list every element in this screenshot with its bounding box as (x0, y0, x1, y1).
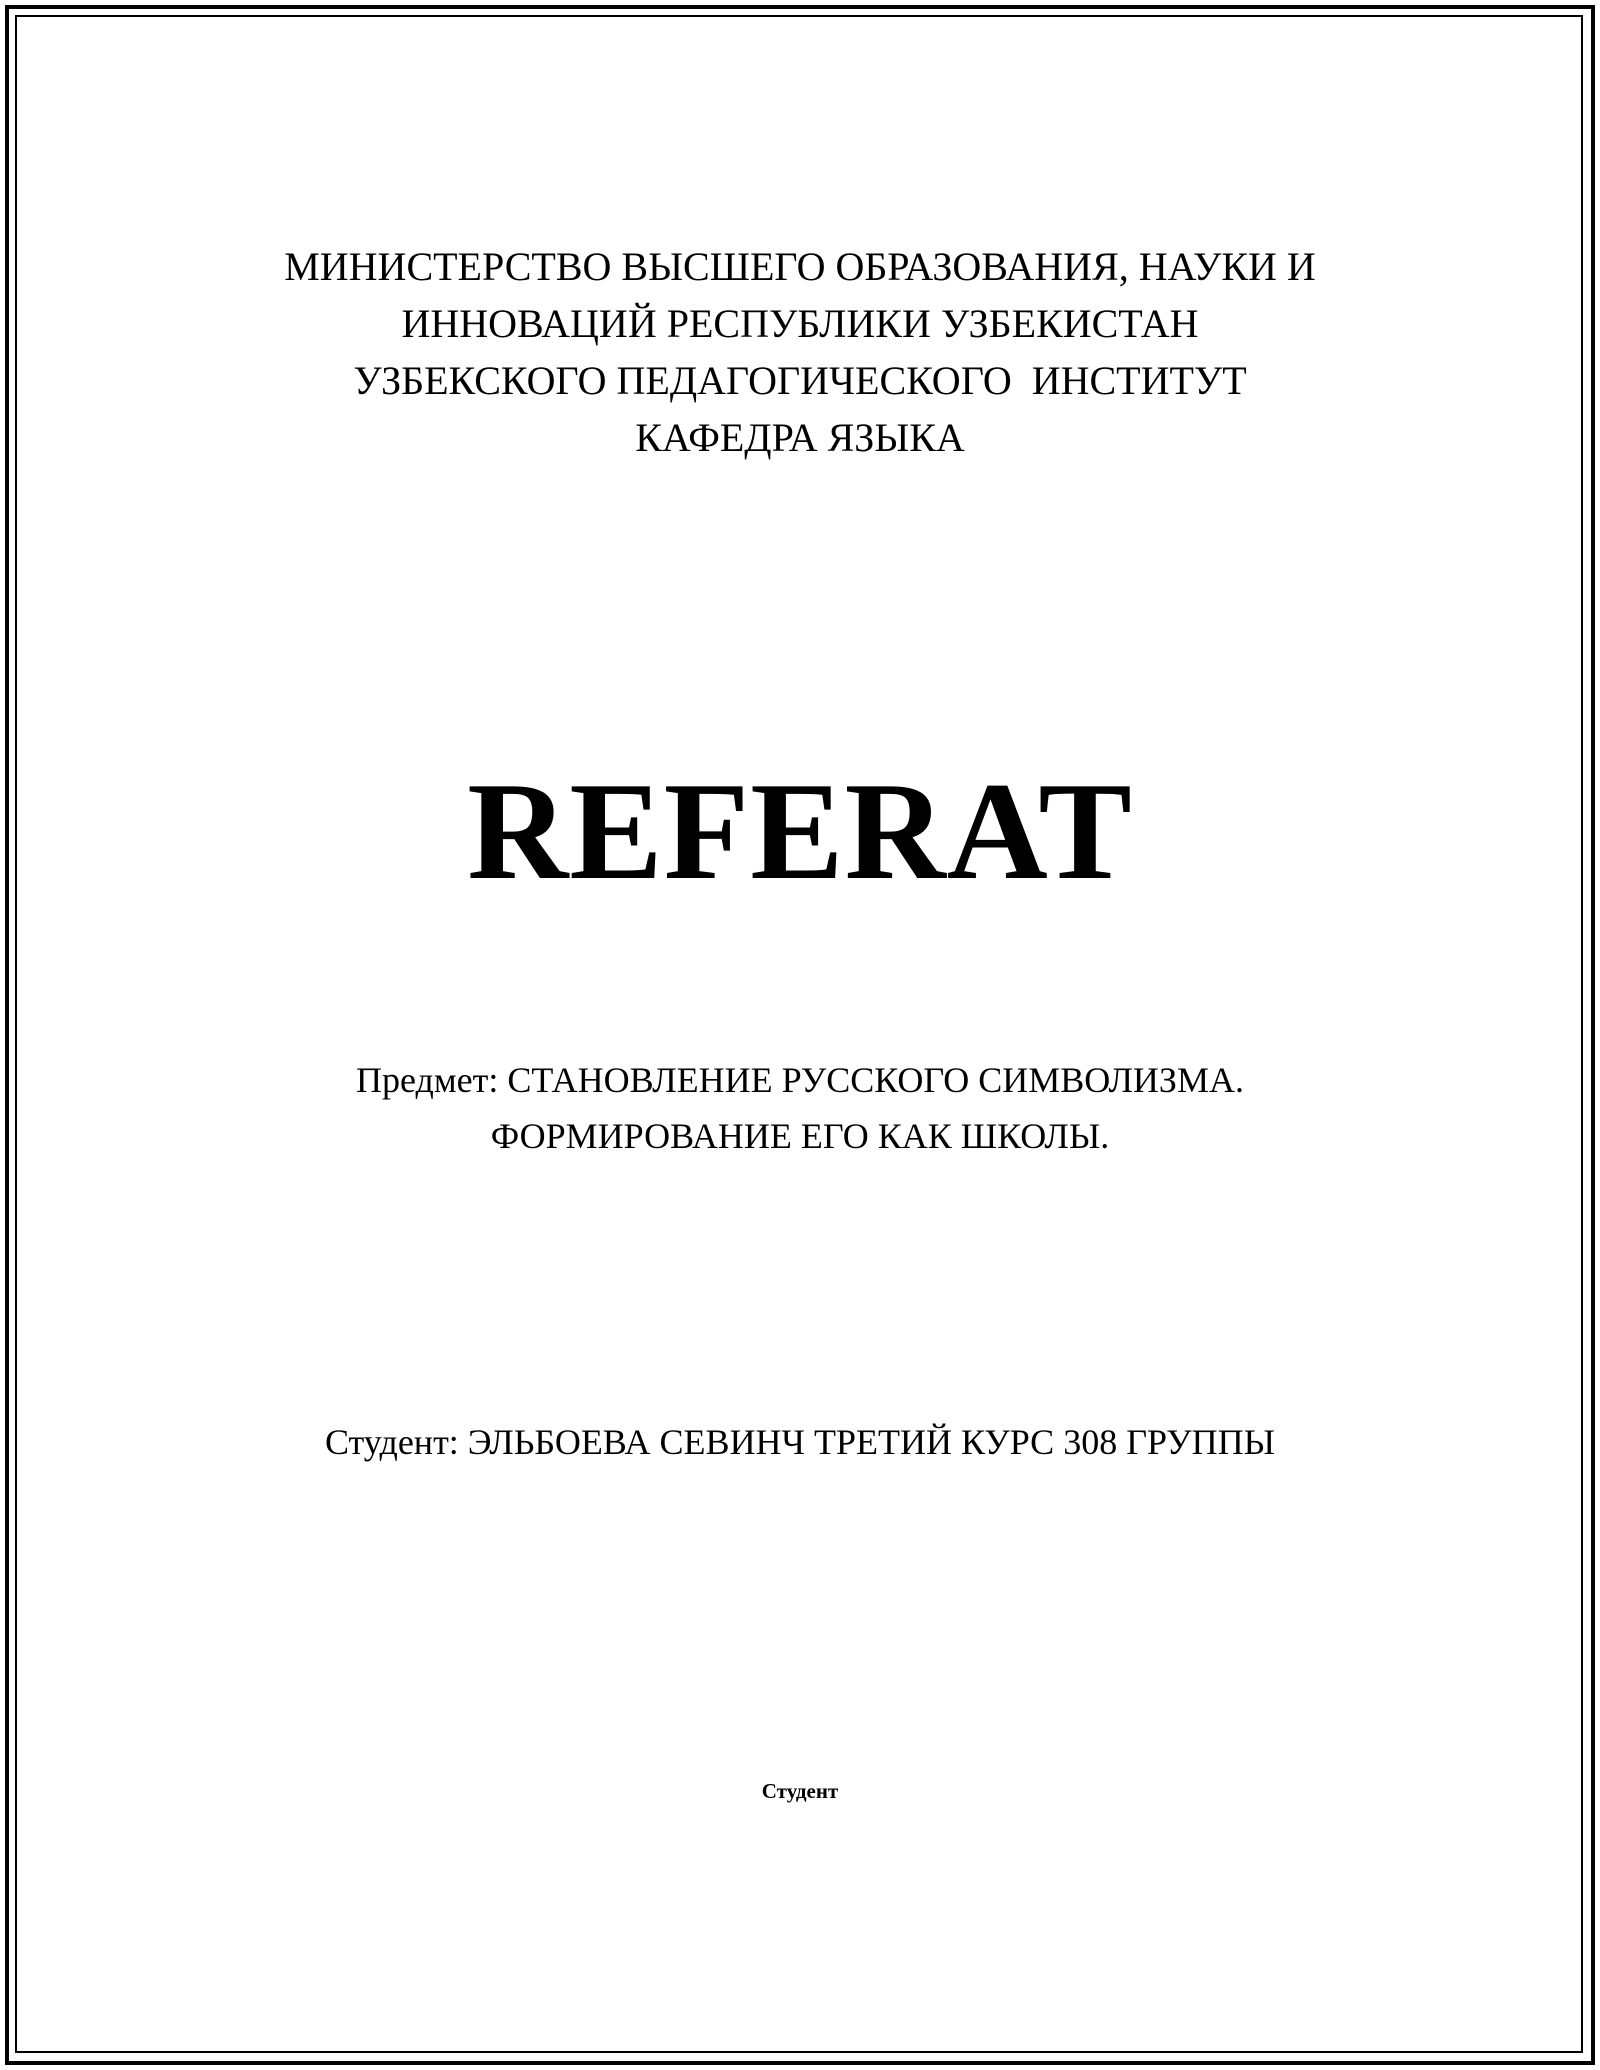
student-info: Студент: ЭЛЬБОЕВА СЕВИНЧ ТРЕТИЙ КУРС 308 ГРУППЫ (324, 1422, 1276, 1462)
subject-block (0, 1052, 1600, 1164)
subject-line-2: ФОРМИРОВАНИЕ ЕГО КАК ШКОЛЫ. (490, 1116, 1110, 1156)
header-line-ministry: МИНИСТЕРСТВО ВЫСШЕГО ОБРАЗОВАНИЯ, НАУКИ И (284, 244, 1316, 289)
header-line-republic: ИННОВАЦИЙ РЕСПУБЛИКИ УЗБЕКИСТАН (401, 301, 1199, 346)
header-line-department: КАФЕДРА ЯЗЫКА (635, 415, 965, 460)
institution-header (0, 238, 1600, 466)
document-title: REFERAT (467, 754, 1133, 909)
footer-student-label: Студент (761, 1779, 839, 1803)
header-line-institute: УЗБЕКСКОГО ПЕДАГОГИЧЕСКОГО ИНСТИТУТ (353, 358, 1247, 403)
subject-line-1: Предмет: СТАНОВЛЕНИЕ РУССКОГО СИМВОЛИЗМА. (356, 1060, 1244, 1100)
